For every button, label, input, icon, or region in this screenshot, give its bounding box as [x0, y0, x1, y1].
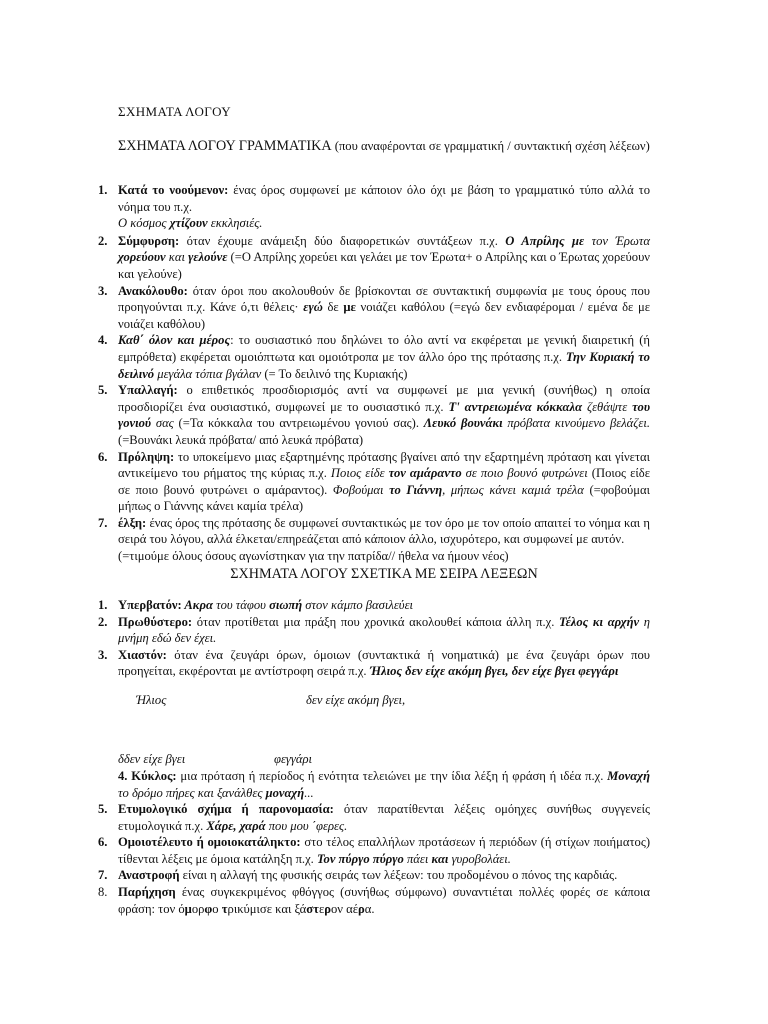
list-item: 7. έλξη: ένας όρος της πρότασης δε συμφωνεί συντακτικώς με τον όρο με τον οποίο απαιτεί το νόημα και η σειρά του λόγου, αλλά έλκεται/επηρεάζεται από κάποιον άλλο, ισχυρότερο, και συμφωνεί με αυτόν. (=τιμούμε όλους όσους αγωνίστηκαν για την πατρίδα// ήθελα να ήμουν νέος)	[98, 515, 650, 564]
list-item: 6. Ομοιοτέλευτο ή ομοιοκατάληκτο: στο τέλος επαλλήλων προτάσεων ή περιόδων (ή στίχων ποιήματος) τίθενται λέξεις με όμοια κατάληξη π.χ. Τον πύργο πύργο πάει και γυροβολάει.	[98, 835, 651, 866]
chiasmus-word-2: δεν είχε ακόμη βγει,	[306, 693, 406, 707]
list-item: 6. Πρόληψη: το υποκείμενο μιας εξαρτημένης πρότασης βγαίνει από την εξαρτημένη πρόταση και γίνεται αντικείμενο του ρήματος της κύριας π.χ. Ποιος είδε τον αμάραντο σε ποιο βουνό φυτρώνει (Ποιος είδε σε ποιο βουνό φυτρώνει ο αμάραντος). Φοβούμαι το Γιάννη, μήπως κάνει καμιά τρέλα (=φοβούμαι μήπως ο Γιάννης κάνει καμία τρέλα)	[98, 449, 650, 514]
section1-heading-note: (που αναφέρονται σε γραμματική / συντακτική σχέση λέξεων)	[331, 139, 650, 153]
chiasmus-word-3: δδεν είχε βγει	[118, 752, 186, 766]
list-item: 2. Σύμφυρση: όταν έχουμε ανάμειξη δύο διαφορετικών συντάξεων π.χ. Ο Απρίλης με τον Έρωτα χορεύουν και γελούνε (=Ο Απρίλης χορεύει και γελάει με τον Έρωτα+ ο Απρίλης και ο Έρωτας χορεύουν και γελούνε)	[98, 233, 651, 281]
list-item: 1. Κατά το νοούμενον: ένας όρος συμφωνεί με κάποιον όλο όχι με βάση το γραμματικό τύπο αλλά το νόημα του π.χ. Ο κόσμος χτίζουν εκκλησιές.	[98, 183, 651, 231]
list-item: 1. Υπερβατόν: Ακρα του τάφου σιωπή στον κάμπο βασιλεύει	[98, 598, 414, 612]
chiasmus-word-1: Ήλιος	[136, 693, 167, 707]
list-item: 8. Παρήχηση ένας συγκεκριμένος φθόγγος (συνήθως σύμφωνο) συναντιέται πολλές φορές σε κάποια φράση: τον όμορφο τρικύμισε και ξάστερον αέρα.	[98, 884, 650, 916]
document-title: ΣΧΗΜΑΤΑ ΛΟΓΟΥ	[118, 104, 232, 119]
list-item: 4. Κύκλος: μια πρόταση ή περίοδος ή ενότητα τελειώνει με την ίδια λέξη ή φράση ή ιδέα π.χ. Μοναχή το δρόμο πήρες και ξανάλθες μοναχή...	[118, 769, 650, 800]
chiasmus-word-4: φεγγάρι	[274, 752, 313, 766]
section1-heading	[118, 138, 650, 155]
list-item: 3. Χιαστόν: όταν ένα ζευγάρι όρων, όμοιων (συντακτικά ή νοηματικά) με ένα ζευγάρι όρων που προηγείται, εκφέρονται με αντίστροφη σειρά π.χ. Ήλιος δεν είχε ακόμη βγει, δεν είχε βγει φεγγάρι	[98, 647, 650, 679]
list-item: 3. Ανακόλουθο: όταν όροι που ακολουθούν δε βρίσκονται σε συντακτική συμφωνία με τους όρους που προηγούνται π.χ. Κάνε ό,τι θέλεις· εγώ δε με νοιάζει καθόλου (=εγώ δεν ενδιαφέρομαι / εμένα δε με νοιάζει καθόλου)	[98, 283, 650, 331]
section2-list-continued	[98, 801, 650, 917]
list-item: 7. Αναστροφή είναι η αλλαγή της φυσικής σειράς των λέξεων: του προδομένου ο πόνος της καρδιάς.	[98, 868, 618, 883]
section1-list	[98, 182, 650, 565]
list-item: 2. Πρωθύστερο: όταν προτίθεται μια πράξη που χρονικά ακολουθεί κάποια άλλη π.χ. Τέλος κι αρχήν η μνήμη εδώ δεν έχει.	[98, 614, 651, 646]
list-item: 4. Καθ΄ όλον και μέρος: το ουσιαστικό που δηλώνει το όλο αντί να εκφέρεται με γενική διαιρετική (ή εμπρόθετα) εκφέρεται ομοιόπτωτα και ομοιότροπα με τον άλλο όρο της πρότασης π.χ. Την Κυριακή το δειλινό μεγάλα τόπια βγάλαν (= Το δειλινό της Κυριακής)	[98, 333, 650, 381]
list-item: 5. Υπαλλαγή: ο επιθετικός προσδιορισμός αντί να συμφωνεί με μια γενική (συνήθως) η οποία προσδιορίζει ένα ουσιαστικό, συμφωνεί με το ουσιαστικό π.χ. Τ' αντρειωμένα κόκκαλα ζεθάψτε του γονιού σας (=Τα κόκκαλα του αντρειωμένου γονιού σας). Λευκό βουνάκι πρόβατα κινούμενο βελάζει. (=Βουνάκι λευκά πρόβατα/ από λευκά πρόβατα)	[98, 383, 650, 447]
section2-heading: ΣΧΗΜΑΤΑ ΛΟΓΟΥ ΣΧΕΤΙΚΑ ΜΕ ΣΕΙΡΑ ΛΕΞΕΩΝ	[230, 566, 538, 582]
section1-heading-text: ΣΧΗΜΑΤΑ ΛΟΓΟΥ ΓΡΑΜΜΑΤΙΚΑ	[118, 138, 332, 154]
list-item: 5. Ετυμολογικό σχήμα ή παρονομασία: όταν παρατίθενται λέξεις ομόηχες συνήθως συγγενείς ετυμολογικά π.χ. Χάρε, χαρά που μου ΄φερες.	[98, 802, 650, 833]
section2-list	[98, 597, 650, 680]
